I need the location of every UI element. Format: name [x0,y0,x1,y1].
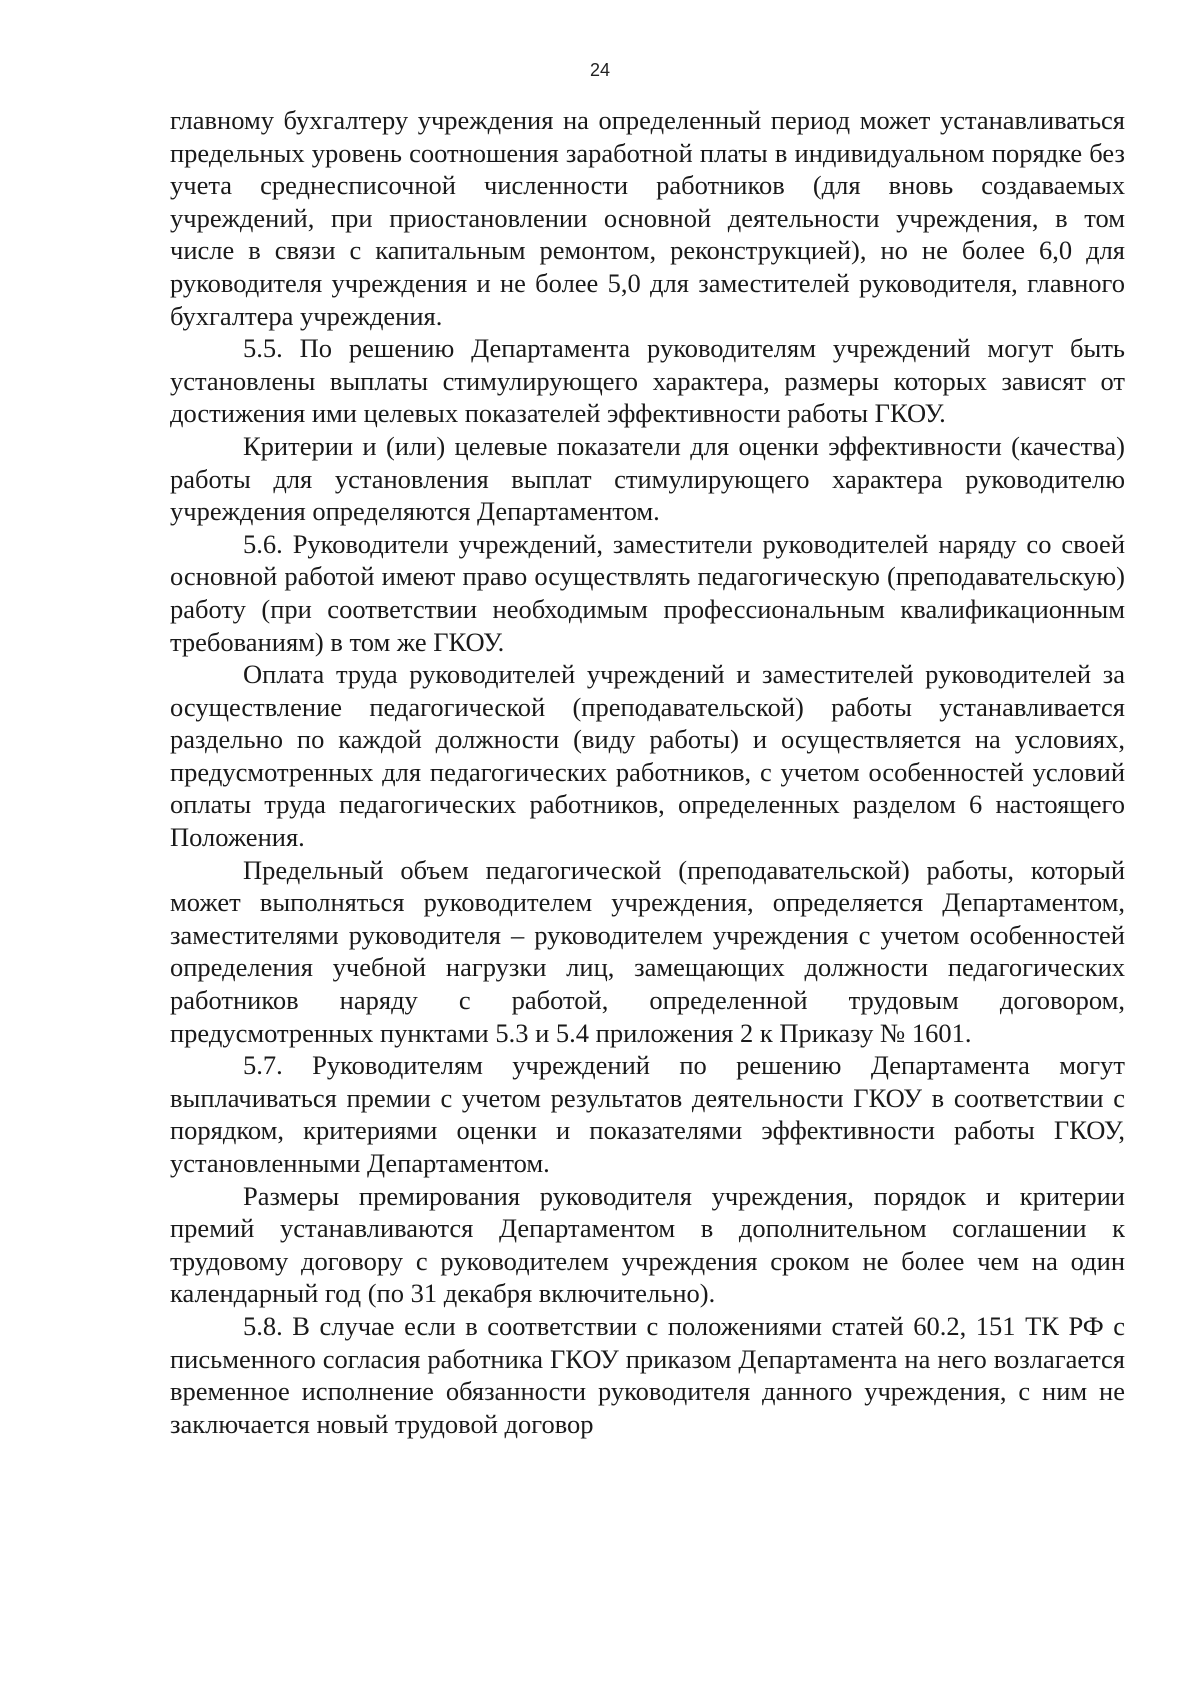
page-number: 24 [589,60,611,80]
paragraph-5-7: 5.7. Руководителям учреждений по решению Департамента могут выплачиваться премии с учетом результатов деятельности ГКОУ в соответствии с порядком, критериями оценки и показателями эффективности работы ГКОУ, установленными Департаментом. [170,1050,1125,1178]
paragraph-5-8: 5.8. В случае если в соответствии с положениями статей 60.2, 151 ТК РФ с письменного согласия работника ГКОУ приказом Департамента на него возлагается временное исполнение обязанности руководителя данного учреждения, с ним не заключается новый трудовой договор [170,1310,1125,1439]
paragraph-criteria: Критерии и (или) целевые показатели для оценки эффективности (качества) работы для установления выплат стимулирующего характера руководителю учреждения определяются Департаментом. [170,430,1125,527]
paragraph-5-6: 5.6. Руководители учреждений, заместители руководителей наряду со своей основной работой имеют право осуществлять педагогическую (преподавательскую) работу (при соответствии необходимым профессиональным квалификационным требованиям) в том же ГКОУ. [170,528,1125,657]
paragraph-continuation: главному бухгалтеру учреждения на определенный период может устанавливаться предельных уровень соотношения заработной платы в индивидуальном порядке без учета среднесписочной численности работников (для вновь создаваемых учреждений, при приостановлении основной деятельности учреждения, в том числе в связи с капитальным ремонтом, реконструкцией), но не более 6,0 для руководителя учреждения и не более 5,0 для заместителей руководителя, главного бухгалтера учреждения. [170,105,1125,331]
paragraph-5-5: 5.5. По решению Департамента руководителям учреждений могут быть установлены выплаты стимулирующего характера, размеры которых зависят от достижения ими целевых показателей эффективности работы ГКОУ. [170,333,1125,429]
document-body [170,104,1125,1440]
paragraph-remuneration: Оплата труда руководителей учреждений и заместителей руководителей за осуществление педагогической (преподавательской) работы устанавливается раздельно по каждой должности (виду работы) и осуществляется на условиях, предусмотренных для педагогических работников, с учетом особенностей условий оплаты труда педагогических работников, определенных разделом 6 настоящего Положения. [170,659,1125,853]
paragraph-workload-limit: Предельный объем педагогической (преподавательской) работы, который может выполняться руководителем учреждения, определяется Департаментом, заместителями руководителя – руководителем учреждения с учетом особенностей определения учебной нагрузки лиц, замещающих должности педагогических работников наряду с работой, определенной трудовым договором, предусмотренных пунктами 5.3 и 5.4 приложения 2 к Приказу № 1601. [170,854,1125,1048]
paragraph-bonus-size: Размеры премирования руководителя учреждения, порядок и критерии премий устанавливаются Департаментом в дополнительном соглашении к трудовому договору с руководителем учреждения сроком не более чем на один календарный год (по 31 декабря включительно). [170,1180,1125,1309]
